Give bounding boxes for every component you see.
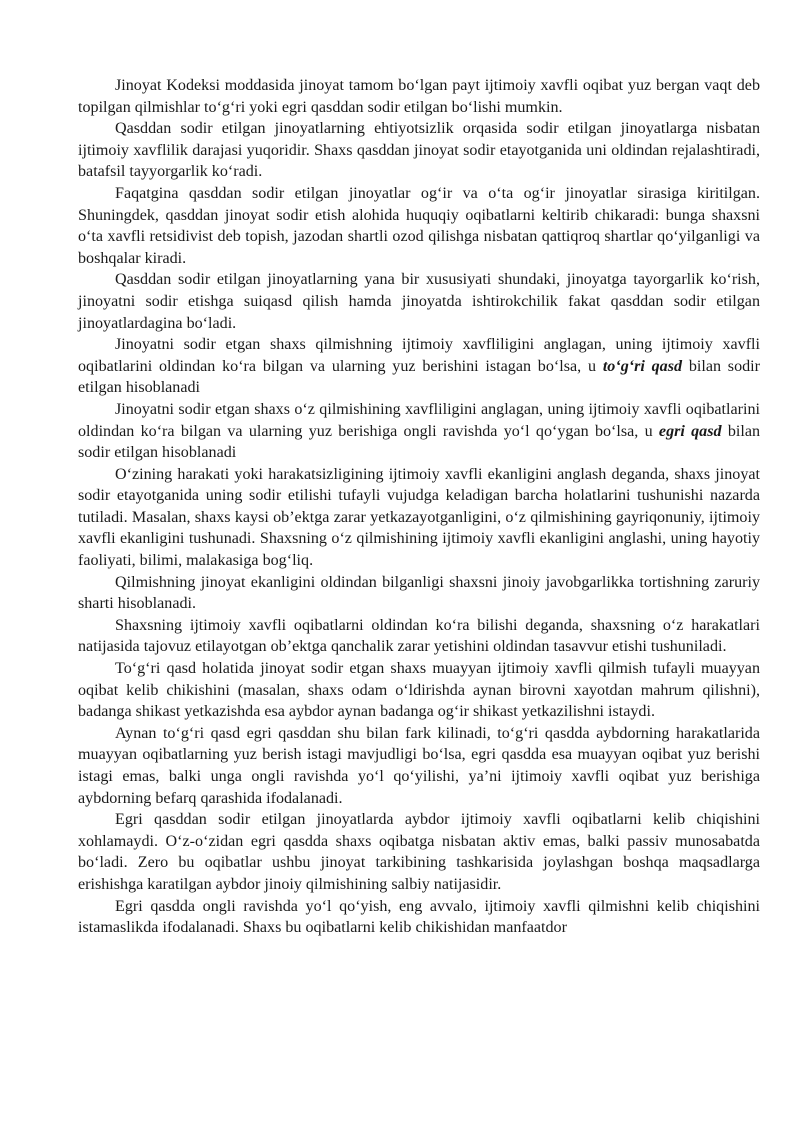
paragraph-9 bbox=[78, 615, 760, 658]
paragraph-10 bbox=[78, 658, 760, 723]
paragraph-6 bbox=[78, 399, 760, 464]
paragraph-3 bbox=[78, 183, 760, 269]
paragraph-8 bbox=[78, 572, 760, 615]
paragraph-4 bbox=[78, 269, 760, 334]
paragraph-text: bilan sodir etilgan hisoblanadi bbox=[78, 422, 761, 462]
emphasized-term: to‘g‘ri qasd bbox=[602, 357, 683, 375]
paragraph-text: Qasddan sodir etilgan jinoyatlarning ehtiyotsizlik orqasida sodir etilgan jinoyatlarga nisbatan ijtimoiy xavflilik darajasi yuqoridir. Shaxs qasddan jinoyat sodir etayotganida uni oldindan rejalashtiradi, batafsil tayyorgarlik ko‘radi. bbox=[78, 120, 760, 181]
paragraph-text: Shaxsning ijtimoiy xavfli oqibatlarni oldindan ko‘ra bilishi deganda, shaxsning o‘z harakatlari natijasida tajovuz etilayotgan ob’ektga qanchalik zarar yetishini oldindan tasavvur etishi tushuniladi. bbox=[78, 616, 760, 656]
paragraph-text: Qasddan sodir etilgan jinoyatlarning yana bir xususiyati shundaki, jinoyatga tayorgarlik ko‘rish, jinoyatni sodir etishga suiqasd qilish hamda jinoyatda ishtirokchilik fakat qasddan sodir etilgan jinoyatlardagina bo‘ladi. bbox=[78, 271, 760, 332]
paragraph-text: Egri qasdda ongli ravishda yo‘l qo‘yish, eng avvalo, ijtimoiy xavfli qilmishni kelib chiqishini istamaslikda ifodalanadi. Shaxs bu oqibatlarni kelib chikishidan manfaatdor bbox=[78, 897, 760, 937]
paragraph-11 bbox=[78, 723, 760, 809]
paragraph-text: Aynan to‘g‘ri qasd egri qasddan shu bilan fark kilinadi, to‘g‘ri qasdda aybdorning harakatlarida muayyan oqibatlarning yuz berish istagi mavjudligi bo‘lsa, egri qasdda esa muayyan oqibat yuz berishi istagi emas, balki unga ongli ravishda yo‘l qo‘yilishi, ya’ni ijtimoiy xavfli oqibat yuz berishiga aybdorning befarq qarashida ifodalanadi. bbox=[78, 724, 760, 807]
paragraph-text: Egri qasddan sodir etilgan jinoyatlarda aybdor ijtimoiy xavfli oqibatlarni kelib chiqishini xohlamaydi. O‘z-o‘zidan egri qasdda shaxs oqibatga nisbatan aktiv emas, balki passiv munosabatda bo‘ladi. Zero bu oqibatlar ushbu jinoyat tarkibining tashkarisida joylashgan boshqa maqsadlarga erishishga karatilgan aybdor jinoiy qilmishining salbiy natijasidir. bbox=[78, 811, 760, 893]
paragraph-12 bbox=[78, 809, 760, 895]
paragraph-1 bbox=[78, 75, 760, 118]
paragraph-7 bbox=[78, 464, 760, 572]
paragraph-text: Qilmishning jinoyat ekanligini oldindan bilganligi shaxsni jinoiy javobgarlikka tortishning zaruriy sharti hisoblanadi. bbox=[78, 573, 760, 613]
emphasized-term: egri qasd bbox=[658, 422, 722, 440]
paragraph-text: To‘g‘ri qasd holatida jinoyat sodir etgan shaxs muayyan ijtimoiy xavfli qilmish tufayli muayyan oqibat kelib chikishini (masalan, shaxs odam o‘ldirishda aynan birovni xayotdan mahrum qilishni), badanga shikast yetkazishda esa aybdor aynan badanga og‘ir shikast yetkazilishni istaydi. bbox=[78, 660, 760, 721]
paragraph-13 bbox=[78, 896, 760, 939]
paragraph-text: Jinoyatni sodir etgan shaxs qilmishning ijtimoiy xavfliligini anglagan, uning ijtimoiy xavfli oqibatlarini oldindan ko‘ra bilgan va ularning yuz berishini istagan bo‘lsa, u bbox=[78, 336, 760, 375]
paragraph-5 bbox=[78, 334, 760, 399]
paragraph-text: Jinoyatni sodir etgan shaxs o‘z qilmishining xavfliligini anglagan, uning ijtimoiy xavfli oqibatlarini oldindan ko‘ra bilgan va ularning yuz berishiga ongli ravishda yo‘l qo‘ygan bo‘lsa, u bbox=[78, 400, 760, 440]
paragraph-2 bbox=[78, 118, 760, 183]
paragraph-text: bilan sodir etilgan hisoblanadi bbox=[78, 357, 760, 397]
paragraph-text: Faqatgina qasddan sodir etilgan jinoyatlar og‘ir va o‘ta og‘ir jinoyatlar sirasiga kiritilgan. Shuningdek, qasddan jinoyat sodir etish alohida huquqiy oqibatlarni keltirib chikaradi: bunga shaxsni o‘ta xavfli retsidivist deb topish, jazodan shartli ozod qilishga nisbatan qattiqroq shartlar qo‘yilganligi va boshqalar kiradi. bbox=[78, 184, 760, 267]
paragraph-text: Jinoyat Kodeksi moddasida jinoyat tamom bo‘lgan payt ijtimoiy xavfli oqibat yuz bergan vaqt deb topilgan qilmishlar to‘g‘ri yoki egri qasddan sodir etilgan bo‘lishi mumkin. bbox=[78, 77, 760, 116]
paragraph-text: O‘zining harakati yoki harakatsizligining ijtimoiy xavfli ekanligini anglash deganda, shaxs jinoyat sodir etayotganida uning sodir etilishi tufayli vujudga keladigan barcha holatlarini tushunishi nazarda tutiladi. Masalan, shaxs kaysi ob’ektga zarar yetkazayotganligini, o‘z qilmishining gayriqonuniy, ijtimoiy xavfli ekanligini tushunadi. Shaxsning o‘z qilmishining ijtimoiy xavfli ekanligini anglashi, uning hayotiy faoliyati, bilimi, malakasiga bog‘liq. bbox=[78, 465, 760, 570]
